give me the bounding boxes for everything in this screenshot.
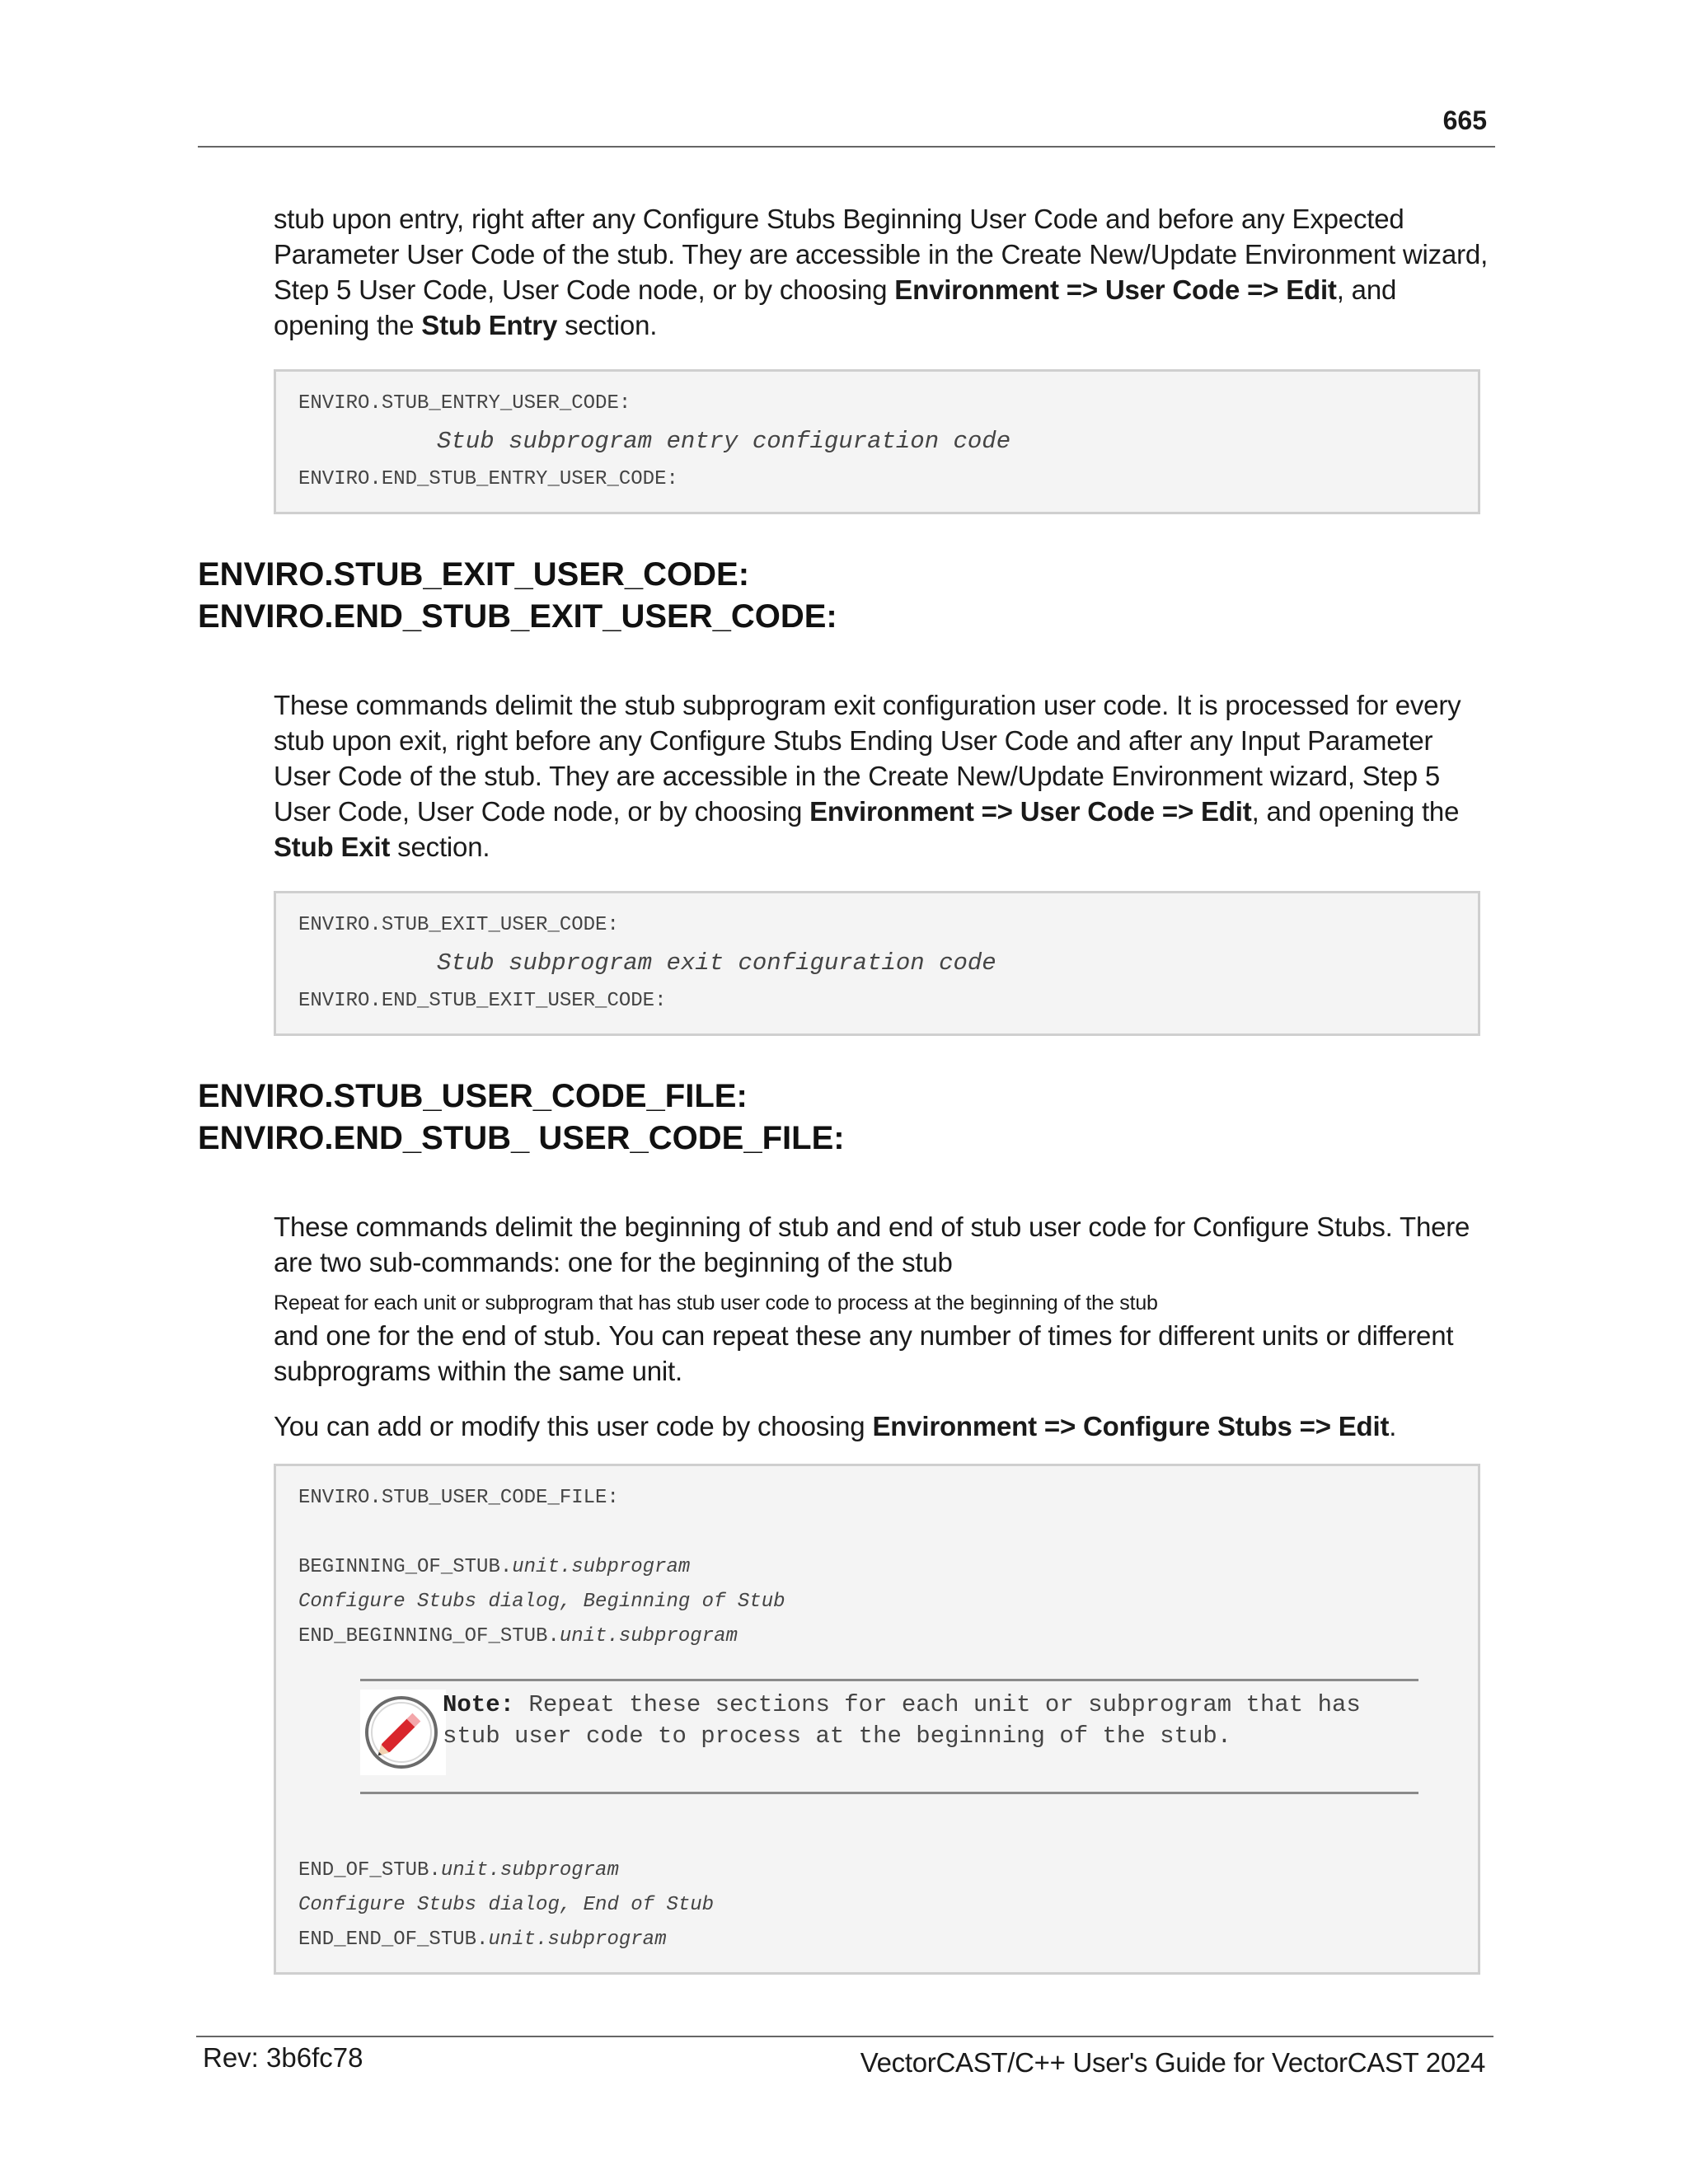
stub-user-code-file-block xyxy=(274,1209,1493,1975)
heading-line: ENVIRO.END_STUB_EXIT_USER_CODE: xyxy=(198,598,837,635)
code-block-stub-user-code-file xyxy=(274,1464,1480,1975)
stub-exit-paragraph xyxy=(274,687,1493,865)
code-line-placeholder: Stub subprogram entry configuration code xyxy=(437,428,1011,455)
p3-text-1: You can add or modify this user code by choosing xyxy=(274,1411,873,1441)
code-line: ENVIRO.STUB_USER_CODE_FILE: xyxy=(298,1487,619,1509)
stub-user-code-file-paragraph-2: and one for the end of stub. You can repeat these any number of times for different units or different subprograms within the same unit. xyxy=(274,1320,1454,1386)
intro-menu-path: Environment => User Code => Edit xyxy=(894,274,1337,305)
p3-text-2: . xyxy=(1389,1411,1397,1441)
code-placeholder: unit.subprogram xyxy=(440,1859,619,1882)
intro-text-1: stub upon entry, right after any Configure Stubs Beginning User Code and before any Expected Parameter User Code of the stub. They are accessible in the Create New/Update Environment wizard, Step 5 User Code, User Code node, or by choosing xyxy=(274,204,1489,305)
intro-paragraph xyxy=(274,201,1493,343)
heading-line: ENVIRO.END_STUB_ USER_CODE_FILE: xyxy=(198,1120,845,1156)
code-line: ENVIRO.STUB_EXIT_USER_CODE: xyxy=(298,914,619,936)
code-placeholder: unit.subprogram xyxy=(488,1929,667,1951)
stub-exit-block xyxy=(274,687,1493,1036)
note-text xyxy=(443,1690,1399,1752)
section-heading-stub-exit xyxy=(198,554,1495,638)
page-content xyxy=(198,201,1495,2014)
note-label: Note: xyxy=(443,1691,515,1718)
stub-exit-text-2: , and opening the xyxy=(1251,796,1460,827)
note-callout xyxy=(360,1679,1418,1794)
code-line-end-end xyxy=(298,1923,1456,1957)
stub-exit-menu-path: Environment => User Code => Edit xyxy=(809,796,1252,827)
stub-exit-section-name: Stub Exit xyxy=(274,832,391,862)
stub-user-code-file-paragraph-3 xyxy=(274,1408,1493,1444)
code-keyword: END_BEGINNING_OF_STUB. xyxy=(298,1625,560,1647)
stub-user-code-file-small-note: Repeat for each unit or subprogram that has stub user code to process at the beginning of the stub xyxy=(274,1291,1158,1315)
stub-exit-text-3: section. xyxy=(390,832,490,862)
heading-line: ENVIRO.STUB_EXIT_USER_CODE: xyxy=(198,556,750,593)
footer-revision: Rev: 3b6fc78 xyxy=(203,2042,363,2073)
header-rule xyxy=(198,146,1495,148)
code-line: ENVIRO.STUB_ENTRY_USER_CODE: xyxy=(298,392,631,415)
code-placeholder: unit.subprogram xyxy=(559,1625,738,1647)
code-placeholder: Configure Stubs dialog, End of Stub xyxy=(298,1894,715,1916)
intro-text-2: , and opening the xyxy=(274,274,1397,340)
pencil-note-icon xyxy=(360,1690,446,1775)
code-block-stub-entry xyxy=(274,369,1480,514)
code-line-end-desc xyxy=(298,1888,1456,1923)
code-keyword: END_END_OF_STUB. xyxy=(298,1929,489,1951)
footer-title: VectorCAST/C++ User's Guide for VectorCAST 2024 xyxy=(860,2047,1485,2078)
code-line-beginning xyxy=(298,1550,1456,1585)
code-keyword: BEGINNING_OF_STUB. xyxy=(298,1556,513,1578)
intro-block xyxy=(274,201,1493,514)
intro-text-3: section. xyxy=(557,310,658,340)
heading-line: ENVIRO.STUB_USER_CODE_FILE: xyxy=(198,1078,748,1114)
section-heading-stub-user-code-file xyxy=(198,1076,1495,1160)
code-placeholder: Configure Stubs dialog, Beginning of Stub xyxy=(298,1591,785,1613)
p3-menu-path: Environment => Configure Stubs => Edit xyxy=(872,1411,1390,1441)
footer-rule xyxy=(196,2036,1493,2037)
code-line: ENVIRO.END_STUB_ENTRY_USER_CODE: xyxy=(298,468,678,490)
note-body: Repeat these sections for each unit or subprogram that has stub user code to process at the beginning of the stub. xyxy=(443,1691,1361,1750)
stub-exit-text-1: These commands delimit the stub subprogram exit configuration user code. It is processed for every stub upon exit, right before any Configure Stubs Ending User Code and after any Input Parameter User Code of the stub. They are accessible in the Create New/Update Environment wizard, Step 5 User Code, User Code node, or by choosing xyxy=(274,690,1461,827)
code-placeholder: unit.subprogram xyxy=(512,1556,691,1578)
code-line-end-of-stub xyxy=(298,1854,1456,1888)
code-keyword: END_OF_STUB. xyxy=(298,1859,441,1882)
code-block-stub-exit xyxy=(274,891,1480,1036)
code-line-end-beginning xyxy=(298,1619,1456,1654)
code-line: ENVIRO.END_STUB_EXIT_USER_CODE: xyxy=(298,990,667,1012)
code-spacer xyxy=(298,1819,1456,1854)
code-spacer xyxy=(298,1516,1456,1550)
intro-section-name: Stub Entry xyxy=(421,310,558,340)
stub-user-code-file-paragraph-1: These commands delimit the beginning of stub and end of stub user code for Configure Stubs. There are two sub-commands: one for the beginning of the stub xyxy=(274,1212,1470,1277)
code-line-placeholder: Stub subprogram exit configuration code xyxy=(437,949,996,977)
page-number: 665 xyxy=(1442,105,1487,135)
code-line-beginning-desc xyxy=(298,1585,1456,1619)
